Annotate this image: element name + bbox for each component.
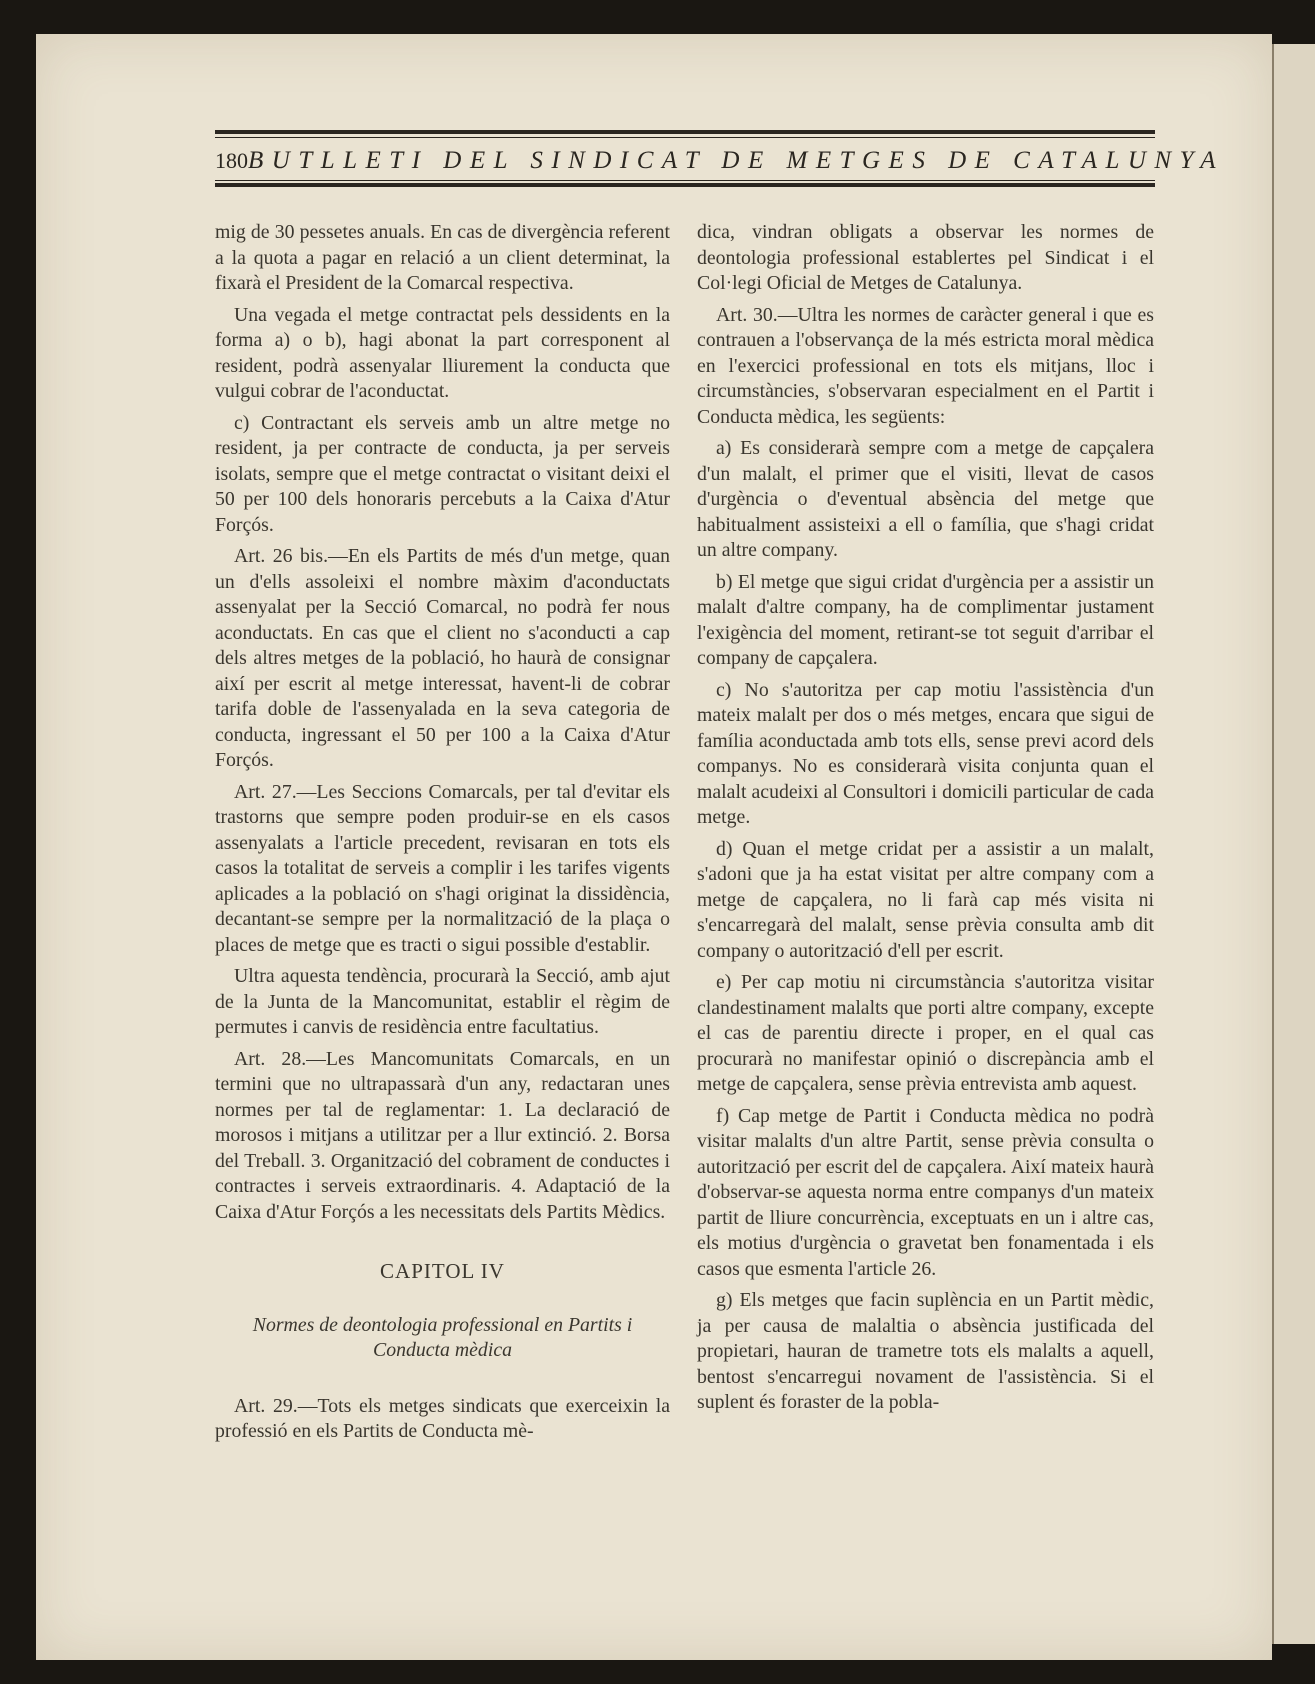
- header-rule: [215, 137, 1155, 138]
- header-rule: [215, 180, 1155, 181]
- paragraph: mig de 30 pessetes anuals. En cas de divergència referent a la quota a pagar en relació a un client determinat, la fixarà el President de la Comarcal respectiva.: [215, 221, 670, 294]
- chapter-heading: CAPITOL IV: [380, 1259, 505, 1283]
- clause-c: c) No s'autoritza per cap motiu l'assistència d'un mateix malalt per dos o més metges, encara que sigui de família aconductada amb tots ells, sense previ acord dels companys. No es considerarà visita conjunta quan el malalt acudeixi al Consultori i domicili particular de cada metge.: [697, 678, 1154, 828]
- article-30: Art. 30.—Ultra les normes de caràcter general i que es contrauen a l'observança de la més estricta moral mèdica en l'exercici professional en tots els mitjans, lloc i circumstàncies, s'observaran especialment en el Partit i Conducta mèdica, les següents:: [697, 303, 1154, 428]
- article-28: Art. 28.—Les Mancomunitats Comarcals, en un termini que no ultrapassarà d'un any, redactaran unes normes per tal de reglamentar: 1. La declaració de morosos i mitjans a utilitzar per a llur extinció. 2. Borsa del Treball. 3. Organització del cobrament de conductes i contractes i serveis extraordinaris. 4. Adaptació de la Caixa d'Atur Forçós a les necessitats dels Partits Mèdics.: [215, 1047, 670, 1223]
- journal-title: BUTLLETI DEL SINDICAT DE METGES DE CATALUNYA: [248, 147, 1225, 174]
- clause-a: a) Es considerarà sempre com a metge de capçalera d'un malalt, el primer que el visiti, llevat de casos d'urgència o d'eventual absència del metge que habitualment assisteixi a ell o família, que s'hagi cridat un altre company.: [697, 437, 1154, 561]
- paragraph: c) Contractant els serveis amb un altre metge no resident, ja per contracte de conducta, ja per serveis isolats, sempre que el metge contractat o visitant deixi el 50 per 100 dels honoraris percebuts a la Caixa d'Atur Forçós.: [215, 411, 670, 536]
- running-header: [215, 130, 1225, 190]
- clause-e: e) Per cap motiu ni circumstància s'autoritza visitar clandestinament malalts que porti altre company, excepte el cas de parentiu directe i proper, en el qual cas procurarà no manifestar opinió o discrepància amb el metge de capçalera, sense prèvia entrevista amb aquest.: [697, 971, 1154, 1095]
- right-column: [697, 220, 1154, 1422]
- article-27: Art. 27.—Les Seccions Comarcals, per tal d'evitar els trastorns que sempre poden produir-se en els casos assenyalats a l'article precedent, revisaran en tots els casos la totalitat de serveis a complir i les tarifes vigents aplicades a la població on s'hagi originat la dissidència, decantant-se sempre per la normalització de la plaça o places de metge que es tracti o sigui possible d'establir.: [215, 780, 670, 956]
- adjacent-page-edge: [1272, 44, 1315, 1644]
- paragraph: Una vegada el metge contractat pels dessidents en la forma a) o b), hagi abonat la part corresponent al resident, podrà assenyalar lliurement la conducta que vulgui cobrar de l'aconductat.: [215, 303, 670, 402]
- clause-b: b) El metge que sigui cridat d'urgència per a assistir un malalt d'altre company, ha de complimentar justament l'exigència del moment, retirant-se tot seguit d'arribar el company de capçalera.: [697, 570, 1154, 669]
- paragraph: dica, vindran obligats a observar les normes de deontologia professional establertes pel Sindicat i el Col·legi Oficial de Metges de Catalunya.: [697, 221, 1154, 294]
- chapter-subtitle: Normes de deontologia professional en Partits i Conducta mèdica: [252, 1313, 633, 1361]
- paragraph: Ultra aquesta tendència, procurarà la Secció, amb ajut de la Junta de la Mancomunitat, establir el règim de permutes i canvis de residència entre facultatius.: [215, 965, 670, 1038]
- clause-g: g) Els metges que facin suplència en un Partit mèdic, ja per causa de malaltia o absència justificada del propietari, hauran de trametre tots els malalts a aquell, bentost s'encarregui novament de l'assistència. Si el suplent és foraster de la pobla-: [697, 1289, 1154, 1413]
- clause-f: f) Cap metge de Partit i Conducta mèdica no podrà visitar malalts d'un altre Partit, sense prèvia consulta o autorització per escrit del de capçalera. Així mateix haurà d'observar-se aquesta norma entre companys d'un mateix partit de lliure concurrència, exceptuats en un i altre cas, els motius d'urgència o gravetat ben fonamentada i els casos que esmenta l'article 26.: [697, 1104, 1154, 1280]
- article-26-bis: Art. 26 bis.—En els Partits de més d'un metge, quan un d'ells assoleixi el nombre màxim d'aconductats assenyalat per la Secció Comarcal, no podrà fer nous aconductats. En cas que el client no s'aconducti a cap dels altres metges de la població, ho haurà de consignar així per escrit al metge interessat, havent-li de cobrar tarifa doble de l'assenyalada en la seva categoria de conducta, ingressant el 50 per 100 a la Caixa d'Atur Forçós.: [215, 545, 670, 771]
- header-rule: [215, 183, 1155, 187]
- page-number: 180: [215, 148, 248, 173]
- left-column: [215, 220, 670, 1451]
- clause-d: d) Quan el metge cridat per a assistir a un malalt, s'adoni que ja ha estat visitat per altre company com a metge de capçalera, no li farà cap més visita ni s'encarregarà del malalt, sense prèvia consulta amb dit company o autorització d'ell per escrit.: [697, 837, 1154, 962]
- article-29: Art. 29.—Tots els metges sindicats que exerceixin la professió en els Partits de Conducta mè-: [215, 1394, 670, 1442]
- header-rule: [215, 130, 1155, 134]
